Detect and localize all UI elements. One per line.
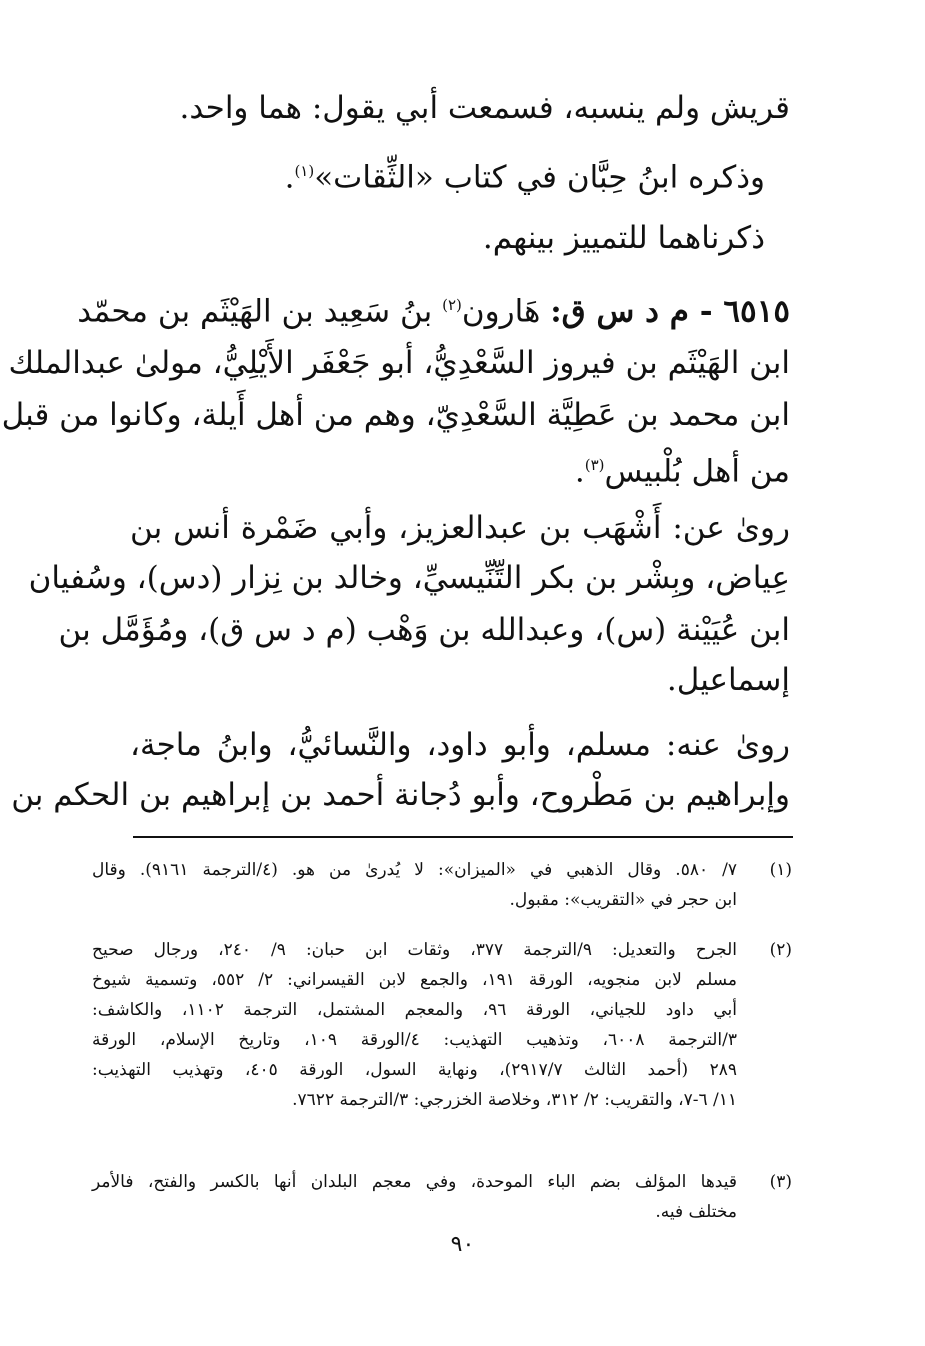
entry-name: هَارون (461, 293, 541, 330)
rawa-an-line-1: روىٰ عن: أَشْهَب بن عبدالعزيز، وأبي ضَمْرة أنس بن (130, 510, 790, 546)
footnote-2-line-5: ٢٨٩ (أحمد الثالث ٢٩١٧/٧)، ونهاية السول، الورقة ٤٠٥، وتهذيب التهذيب: (92, 1060, 737, 1080)
footnote-3-line-1: قيدها المؤلف بضم الباء الموحدة، وفي معجم البلدان أنها بالكسر والفتح، فالأمر (92, 1172, 737, 1192)
rawa-anhu-line-2: وإبراهيم بن مَطْروح، وأبو دُجانة أحمد بن إبراهيم بن الحكم بن (11, 777, 790, 813)
footnote-divider (133, 836, 793, 838)
footnote-1-line-2: ابن حجر في «التقريب»: مقبول. (509, 890, 737, 910)
footnote-3-text (92, 1167, 737, 1227)
rawa-an-line-2: عِياض، وبِشْر بن بكر التِّنِّيسيِّ، وخالد بن نِزار (دس)، وسُفيان (28, 560, 790, 596)
footnote-2-number: (٢) (769, 940, 792, 960)
footnote-1-line-1: ٧/ ٥٨٠. وقال الذهبي في «الميزان»: لا يُدرىٰ من هو. (٤/الترجمة ٩١٦١). وقال (92, 860, 737, 880)
footnote-2-line-1: الجرح والتعديل: ٩/الترجمة ٣٧٧، وثقات ابن حبان: ٩/ ٢٤٠، ورجال صحيح (92, 940, 737, 960)
entry-heading-line (77, 282, 790, 334)
footnote-1-text (92, 855, 737, 915)
entry-line-4 (575, 442, 790, 494)
footnote-3 (92, 1167, 792, 1227)
footnote-ref-1: (١) (294, 162, 315, 180)
body-line-2-text: وذكره ابنُ حِبَّان في كتاب «الثِّقات» (314, 159, 765, 196)
entry-line-2: ابن الهَيْثَم بن فيروز السَّعْدِيُّ، أبو جَعْفَر الأَيْلِيُّ، مولىٰ عبدالملك (8, 345, 790, 381)
footnote-2-line-6: ١١/ ٦-٧، والتقريب: ٢/ ٣١٢، وخلاصة الخزرجي: ٣/الترجمة ٧٦٢٢. (292, 1090, 737, 1110)
entry-number: ٦٥١٥ - م د س ق: (550, 293, 790, 330)
rawa-an-line-3: ابن عُيَيْنة (س)، وعبدالله بن وَهْب (م د س ق)، ومُؤَمَّل بن (58, 612, 790, 648)
rawa-an-line-4: إسماعيل. (666, 662, 790, 698)
footnote-2 (92, 935, 792, 1115)
footnote-2-line-3: أبي داود للجياني، الورقة ٩٦، والمعجم المشتمل، الترجمة ١١٠٢، والكاشف: (92, 1000, 737, 1020)
entry-line-4-end: . (574, 453, 585, 490)
entry-line-4-text: من أهل بُلْبيس (604, 453, 790, 490)
footnote-2-line-2: مسلم لابن منجويه، الورقة ١٩١، والجمع لابن القيسراني: ٢/ ٥٥٢، وتسمية شيوخ (92, 970, 738, 990)
body-line-2 (285, 148, 765, 200)
footnote-ref-3: (٣) (584, 456, 605, 474)
entry-line-3: ابن محمد بن عَطِيَّة السَّعْدِيّ، وهم من أهل أَيلة، وكانوا من قبل (1, 397, 790, 433)
footnote-3-number: (٣) (769, 1172, 792, 1192)
rawa-anhu-line-1: روىٰ عنه: مسلم، وأبو داود، والنَّسائيُّ، وابنُ ماجة، (130, 727, 790, 763)
footnote-2-line-4: ٣/الترجمة ٦٠٠٨، وتذهيب التهذيب: ٤/الورقة ١٠٩، وتاريخ الإسلام، الورقة (92, 1030, 738, 1050)
footnote-3-line-2: مختلف فيه. (655, 1202, 737, 1222)
entry-line-1-rest: بنُ سَعِيد بن الهَيْثَم بن محمّد (77, 293, 433, 330)
body-line-2-end: . (284, 159, 295, 196)
footnote-1 (92, 855, 792, 915)
body-line-1: قريش ولم ينسبه، فسمعت أبي يقول: هما واحد. (179, 90, 790, 126)
footnote-ref-2: (٢) (442, 296, 462, 314)
footnote-2-text (92, 935, 737, 1115)
body-line-3: ذكرناهما للتمييز بينهم. (482, 220, 765, 256)
footnote-1-number: (١) (769, 860, 792, 880)
page-number: ٩٠ (450, 1232, 475, 1257)
